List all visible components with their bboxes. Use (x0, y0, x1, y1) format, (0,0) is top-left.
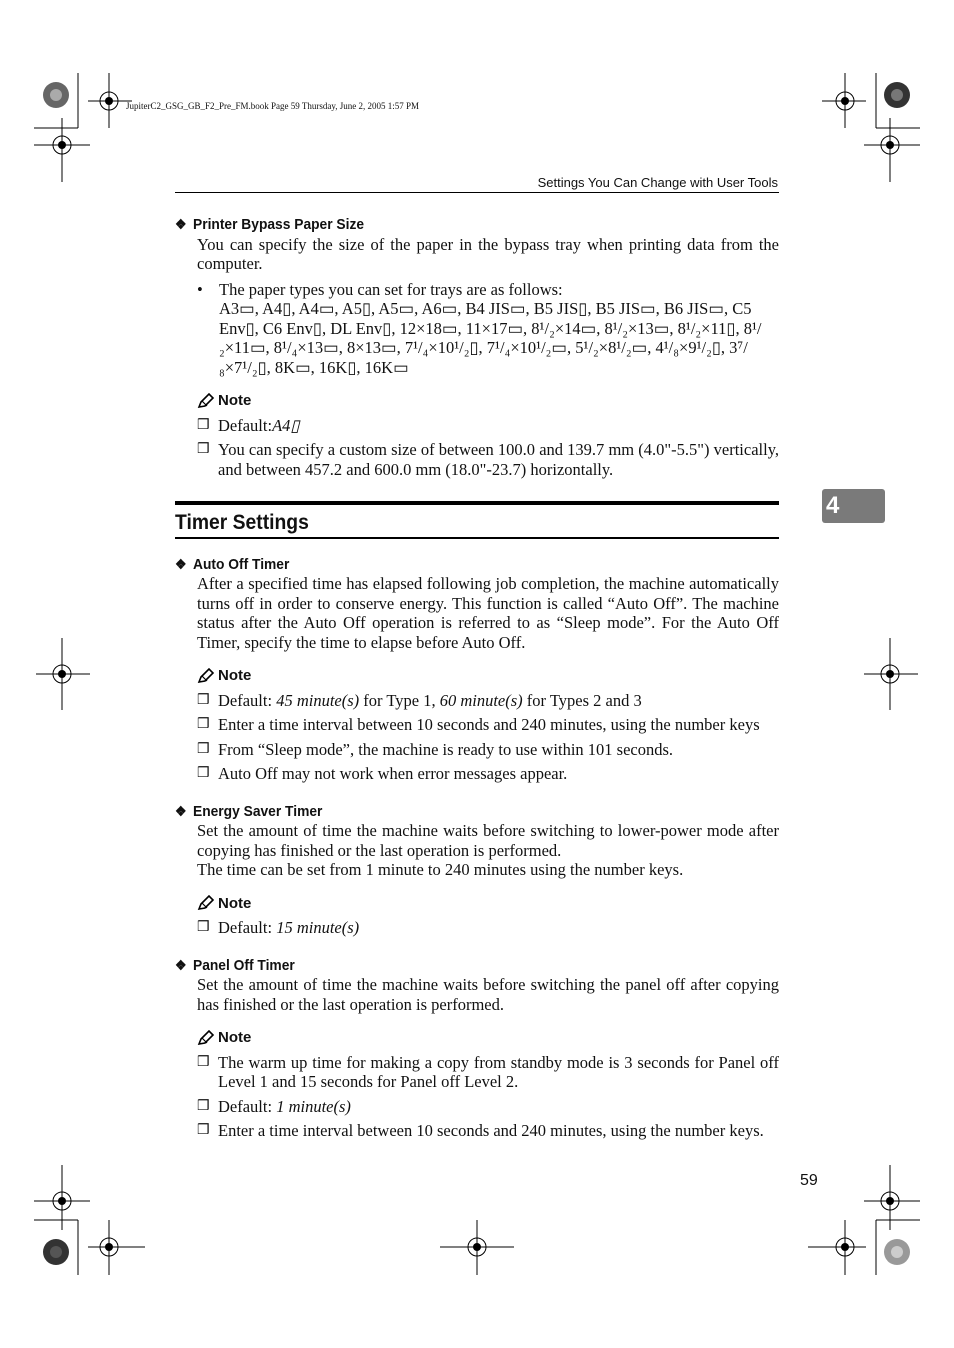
pencil-icon (197, 393, 215, 409)
chapter-tab: 4 (822, 489, 885, 523)
panel-off-note-heading: Note (197, 1028, 779, 1048)
checkbox-icon: ❒ (197, 766, 210, 781)
section-header (175, 501, 779, 539)
energy-saver-heading: ❖ Energy Saver Timer (175, 802, 323, 820)
energy-note-heading: Note (197, 894, 779, 914)
checkbox-icon: ❒ (197, 1054, 210, 1070)
auto-off-heading: ❖ Auto Off Timer (175, 555, 290, 573)
pencil-icon (197, 895, 215, 911)
note-item: ❒ Default:A4▯ (197, 415, 300, 435)
section-title: Timer Settings (175, 511, 309, 534)
pencil-icon (197, 668, 215, 684)
checkbox-icon: ❒ (197, 920, 210, 935)
panel-off-text: Set the amount of time the machine waits before switching the panel off after copying has finished or the last operation is performed. (197, 975, 779, 1014)
panel-off-heading: ❖ Panel Off Timer (175, 956, 295, 974)
bypass-note-heading: Note (197, 391, 779, 411)
bypass-text: You can specify the size of the paper in the bypass tray when printing data from the computer. (197, 234, 779, 273)
note-item: ❒ You can specify a custom size of between 100.0 and 139.7 mm (4.0"-5.5") vertically, and between 457.2 and 600.0 mm (18.0"-23.7) horizontally. (197, 440, 779, 479)
header-rule (175, 192, 779, 193)
energy-text-2: The time can be set from 1 minute to 240 minutes using the number keys. (197, 860, 684, 879)
note-item: ❒ Default: 15 minute(s) (197, 918, 360, 937)
auto-off-text: After a specified time has elapsed following job completion, the machine automatically turns off in order to conserve energy. This function is called “Auto Off”. The machine status after the Auto Off operation is referred to as “Sleep mode”. For the Auto Off Timer, specify the time to elapse before Auto Off. (197, 574, 779, 652)
note-item: ❒ Auto Off may not work when error messages appear. (197, 764, 568, 783)
diamond-bullet-icon: ❖ (175, 802, 187, 819)
note-item: ❒ Default: 45 minute(s) for Type 1, 60 minute(s) for Types 2 and 3 (197, 690, 642, 710)
auto-off-note-heading: Note (197, 666, 779, 686)
note-item: ❒ Default: 1 minute(s) (197, 1096, 351, 1116)
checkbox-icon: ❒ (197, 741, 210, 757)
bypass-bullet: • The paper types you can set for trays are as follows: A3▭, A4▯, A4▭, A5▯, A5▭, A6▭, B4 JIS▭, B5 JIS▯, B5 JIS▭, B6 JIS▭, C5 Env▯, C6 Env▯, DL Env▯, 12×18▭, 11×17▭, 8¹/₂×14▭, 8¹/₂×13▭, 8¹/₂×11▯, 8¹/₂×11▭, 8¹/₄×13▭, 8×13▭, 7¹/₄×10¹/₂▯, 7¹/₄×10¹/₂▭, 5¹/₂×8¹/₂▭, 4¹/₈×9¹/₂▯, 3⁷/₈×7¹/₂▯, 8K▭, 16K▯, 16K▭ (197, 280, 779, 378)
running-header: Settings You Can Change with User Tools (537, 175, 778, 190)
note-item: ❒ Enter a time interval between 10 seconds and 240 minutes, using the number keys (197, 715, 760, 734)
checkbox-icon: ❒ (197, 717, 210, 732)
checkbox-icon: ❒ (197, 442, 210, 457)
checkbox-icon: ❒ (197, 1098, 210, 1114)
pencil-icon (197, 1030, 215, 1046)
paper-size-list: A3▭, A4▯, A4▭, A5▯, A5▭, A6▭, B4 JIS▭, B5 JIS▯, B5 JIS▭, B6 JIS▭, C5 Env▯, C6 Env▯, DL Env▯, 12×18▭, 11×17▭, 8¹/₂×14▭, 8¹/₂×13▭, 8¹/₂×11▯, 8¹/₂×11▭, 8¹/₄×13▭, 8×13▭, 7¹/₄×10¹/₂▯, 7¹/₄×10¹/₂▭, 5¹/₂×8¹/₂▭, 4¹/₈×9¹/₂▯, 3⁷/₈×7¹/₂▯, 8K▭, 16K▯, 16K▭ (219, 299, 762, 377)
page-content (175, 215, 779, 1141)
file-info-line: JupiterC2_GSG_GB_F2_Pre_FM.book Page 59 Thursday, June 2, 2005 1:57 PM (126, 101, 420, 111)
note-item: ❒ From “Sleep mode”, the machine is ready to use within 101 seconds. (197, 739, 674, 759)
checkbox-icon: ❒ (197, 417, 210, 433)
bypass-bullet-text: The paper types you can set for trays are as follows: (219, 279, 563, 299)
page-number: 59 (800, 1172, 818, 1189)
diamond-bullet-icon: ❖ (175, 216, 187, 232)
energy-text-1: Set the amount of time the machine waits before switching to lower-power mode after copying has finished or the last operation is performed. (197, 821, 779, 860)
note-item: ❒ The warm up time for making a copy from standby mode is 3 seconds for Panel off Level 1 and 15 seconds for Panel off Level 2. (197, 1052, 779, 1091)
note-item: ❒ Enter a time interval between 10 seconds and 240 minutes, using the number keys. (197, 1121, 764, 1140)
checkbox-icon: ❒ (197, 1123, 210, 1138)
diamond-bullet-icon: ❖ (175, 555, 187, 572)
checkbox-icon: ❒ (197, 692, 210, 708)
diamond-bullet-icon: ❖ (175, 956, 187, 973)
bypass-heading: ❖ Printer Bypass Paper Size (175, 216, 365, 233)
